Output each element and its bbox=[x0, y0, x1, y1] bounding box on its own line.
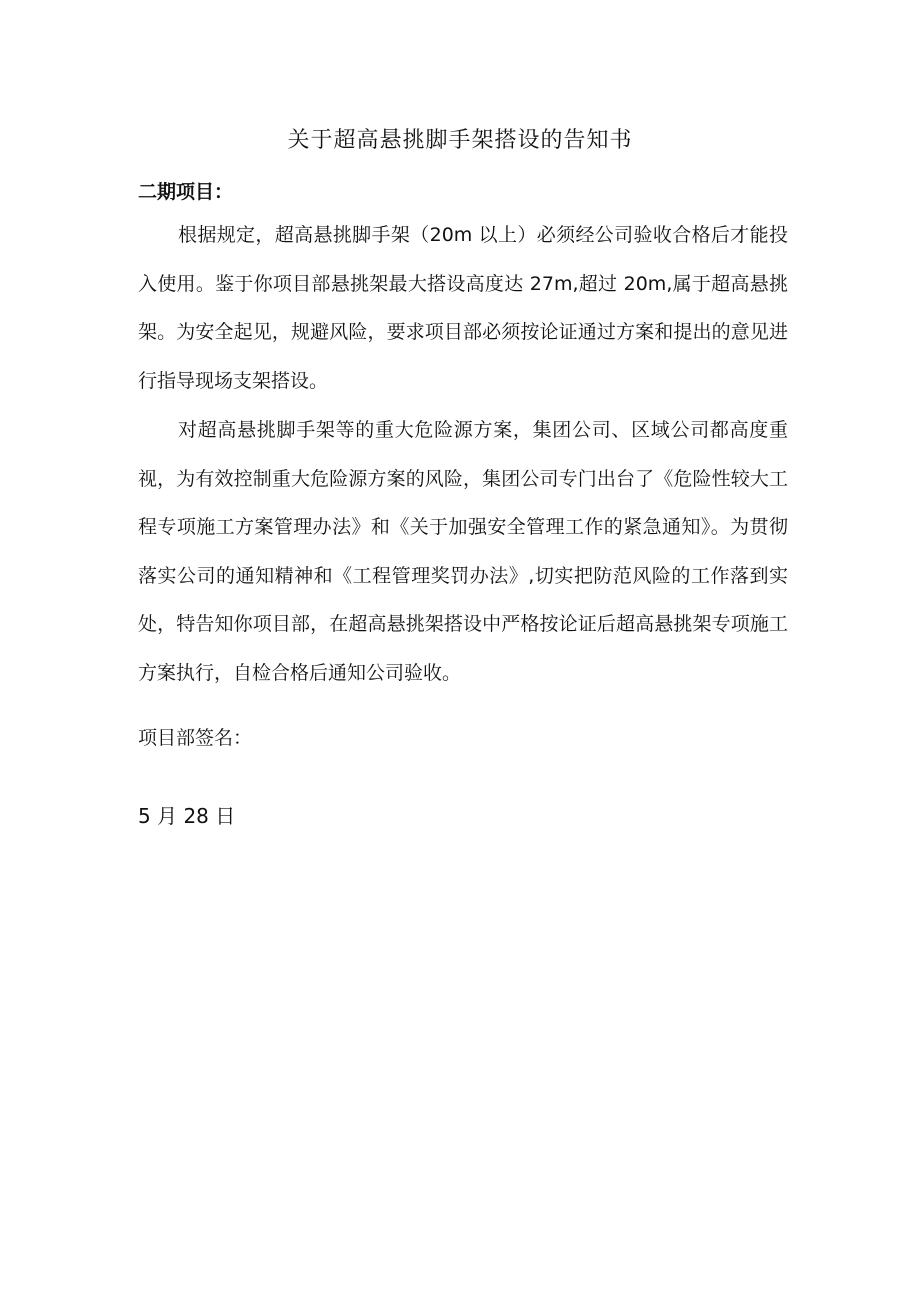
signature-label: 项目部签名： bbox=[138, 727, 253, 749]
document-date: 5 月 28 日 bbox=[138, 804, 236, 828]
body-paragraph-1: 根据规定，超高悬挑脚手架（20m 以上）必须经公司验收合格后才能投入使用。鉴于你项目部悬挑架最大搭设高度达 27m,超过 20m,属于超高悬挑架。为安全起见，规避风险，要求项目部必须按论证通过方案和提出的意见进行指导现场支架搭设。 bbox=[138, 224, 788, 392]
body-paragraph-2: 对超高悬挑脚手架等的重大危险源方案，集团公司、区域公司都高度重视，为有效控制重大危险源方案的风险，集团公司专门出台了《危险性较大工程专项施工方案管理办法》和《关于加强安全管理工作的紧急通知》。为贯彻落实公司的通知精神和《工程管理奖罚办法》,切实把防范风险的工作落到实处，特告知你项目部，在超高悬挑架搭设中严格按论证后超高悬挑架专项施工方案执行，自检合格后通知公司验收。 bbox=[138, 419, 788, 684]
document-title: 关于超高悬挑脚手架搭设的告知书 bbox=[287, 128, 633, 153]
addressee: 二期项目： bbox=[138, 181, 234, 203]
